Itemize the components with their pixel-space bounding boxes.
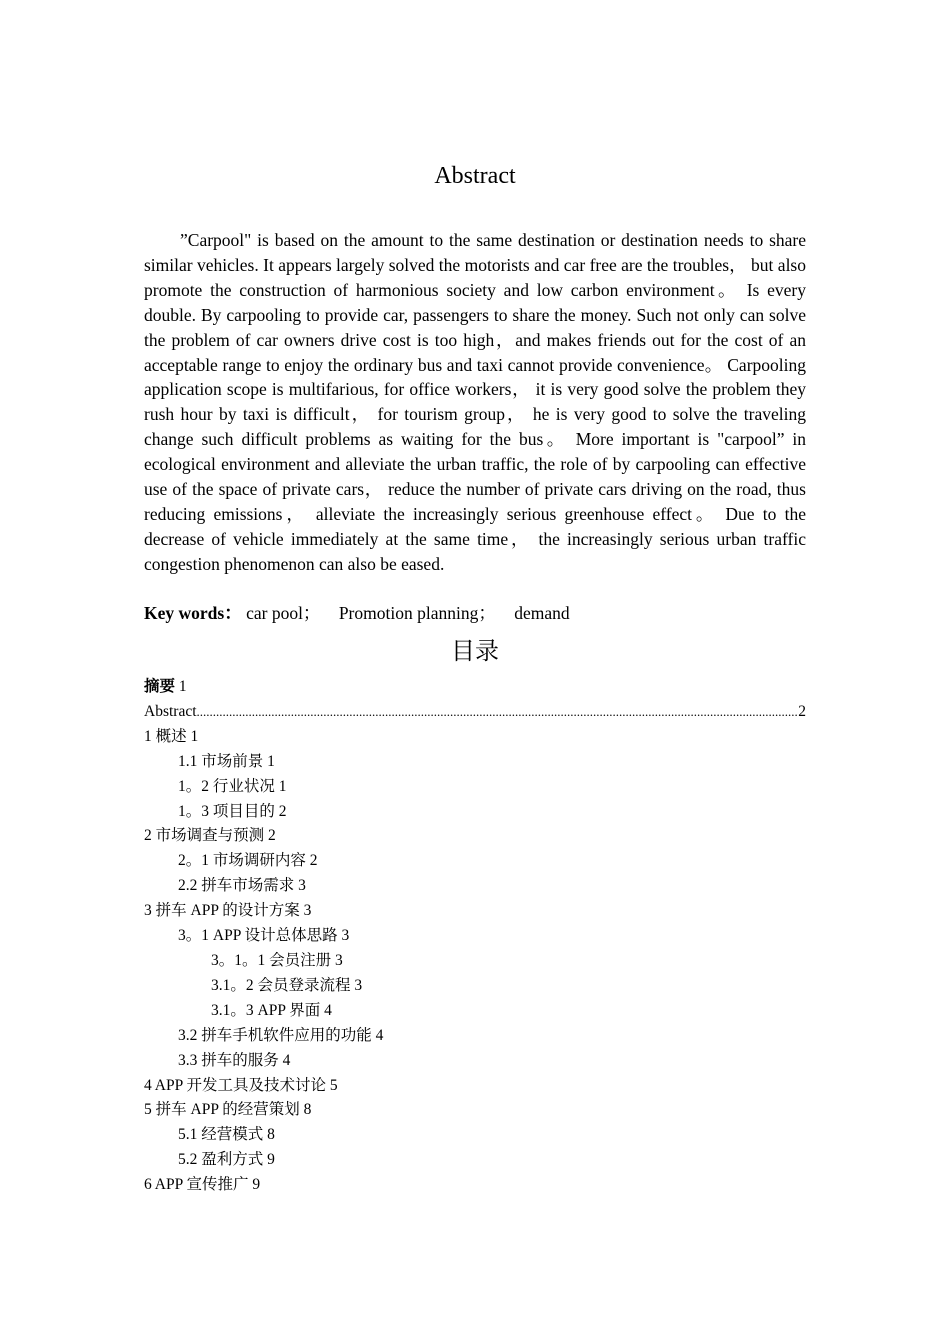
toc-entry-label: 2 市场调查与预测 [144, 827, 265, 845]
toc-entry-page: 3 [298, 877, 306, 895]
toc-entry-label: 1。2 行业状况 [178, 777, 275, 795]
keyword: Promotion planning； [338, 603, 496, 623]
toc-entry-page: 2 [268, 827, 276, 845]
toc-entry[interactable] [144, 824, 806, 849]
toc-entry[interactable] [144, 1148, 806, 1173]
toc-entry-label: 3。1 APP 设计总体思路 [178, 927, 338, 945]
toc-entry-label: 1.1 市场前景 [178, 752, 264, 770]
toc-entry[interactable] [144, 1123, 806, 1148]
toc-entry[interactable] [144, 874, 806, 899]
toc-entry-page: 1 [278, 777, 287, 795]
toc-entry-page: 3 [335, 951, 343, 969]
toc-entry-page: 9 [252, 1176, 261, 1194]
toc-entry[interactable] [144, 700, 806, 725]
toc-entry[interactable] [144, 1024, 806, 1049]
toc-entry[interactable] [144, 974, 806, 999]
table-of-contents [144, 675, 806, 1198]
keywords-label: Key words： [144, 603, 242, 623]
toc-entry-label: 摘要 [144, 678, 176, 695]
toc-entry[interactable] [144, 775, 806, 800]
toc-entry-page: 3 [354, 976, 363, 994]
toc-entry[interactable] [144, 949, 806, 974]
keyword: car pool； [246, 603, 321, 623]
toc-entry-page: 5 [329, 1076, 338, 1094]
toc-entry-page: 1 [190, 727, 199, 745]
toc-entry-page: 2 [798, 702, 806, 720]
toc-dot-leader [197, 700, 799, 725]
toc-entry[interactable] [144, 849, 806, 874]
toc-entry[interactable] [144, 924, 806, 949]
toc-title: 目录 [451, 637, 499, 665]
toc-entry-label: 3.1。2 会员登录流程 [211, 976, 351, 994]
toc-entry-label: 1 概述 [144, 727, 187, 745]
toc-entry-page: 1 [178, 678, 187, 695]
toc-entry-page: 8 [267, 1126, 275, 1144]
toc-entry[interactable] [144, 750, 806, 775]
toc-entry-label: 5.2 盈利方式 [178, 1151, 264, 1169]
toc-entry-label: 3 拼车 APP 的设计方案 [144, 902, 300, 920]
toc-entry-page: 4 [375, 1026, 384, 1044]
toc-entry-page: 9 [267, 1151, 275, 1169]
toc-entry[interactable] [144, 899, 806, 924]
toc-entry-page: 2 [278, 802, 287, 820]
toc-entry-label: 2。1 市场调研内容 [178, 852, 306, 870]
toc-entry-page: 8 [303, 1101, 312, 1119]
keywords-line [144, 601, 806, 626]
toc-entry-label: 6 APP 宣传推广 [144, 1176, 249, 1194]
toc-entry-label: 3.3 拼车的服务 [178, 1051, 279, 1069]
toc-entry-label: 2.2 拼车市场需求 [178, 877, 295, 895]
toc-entry-page: 4 [282, 1051, 291, 1069]
toc-entry[interactable] [144, 1098, 806, 1123]
abstract-paragraph: ”Carpool" is based on the amount to the same destination or destination needs to share similar vehicles. It appears largely solved the motorists and car free are the troubles， but also promote the construction of harmonious society and low carbon environment。 Is every double. By carpooling to provide car, passengers to share the money. Such not only can solve the problem of car owners drive cost is too high，and makes friends out for the cost of an acceptable range to enjoy the ordinary bus and taxi cannot provide convenience。 Carpooling application scope is multifarious, for office workers， it is very good solve the problem they rush hour by taxi is difficult， for tourism group， he is very good to solve the traveling change such difficult problems as waiting for the bus。 More important is "carpool” in ecological environment and alleviate the urban traffic, the role of by carpooling can effective use of the space of private cars， reduce the number of private cars driving on the road, thus reducing emissions， alleviate the increasingly serious greenhouse effect。 Due to the decrease of vehicle immediately at the same time， the increasingly serious urban traffic congestion phenomenon can also be eased. [144, 230, 806, 574]
toc-entry[interactable] [144, 800, 806, 825]
toc-entry-page: 2 [309, 852, 318, 870]
keyword: demand [514, 603, 570, 623]
toc-entry-label: 5.1 经营模式 [178, 1126, 264, 1144]
toc-entry[interactable] [144, 999, 806, 1024]
toc-entry-page: 1 [267, 752, 275, 770]
toc-entry-page: 3 [341, 927, 350, 945]
toc-entry-label: 1。3 项目目的 [178, 802, 275, 820]
toc-entry-label: 4 APP 开发工具及技术讨论 [144, 1076, 327, 1094]
toc-entry-label: 3.2 拼车手机软件应用的功能 [178, 1026, 372, 1044]
toc-entry[interactable] [144, 1074, 806, 1099]
toc-entry-label: 5 拼车 APP 的经营策划 [144, 1101, 300, 1119]
toc-entry-label: Abstract [144, 702, 197, 720]
toc-entry-label: 3。1。1 会员注册 [211, 951, 332, 969]
toc-entry[interactable] [144, 725, 806, 750]
abstract-body [144, 228, 806, 577]
toc-entry-page: 3 [303, 902, 312, 920]
toc-entry-label: 3.1。3 APP 界面 [211, 1001, 321, 1019]
abstract-title: Abstract [434, 163, 516, 189]
toc-entry[interactable] [144, 1049, 806, 1074]
toc-entry[interactable] [144, 1173, 806, 1198]
toc-entry[interactable] [144, 675, 806, 700]
toc-entry-page: 4 [324, 1001, 332, 1019]
